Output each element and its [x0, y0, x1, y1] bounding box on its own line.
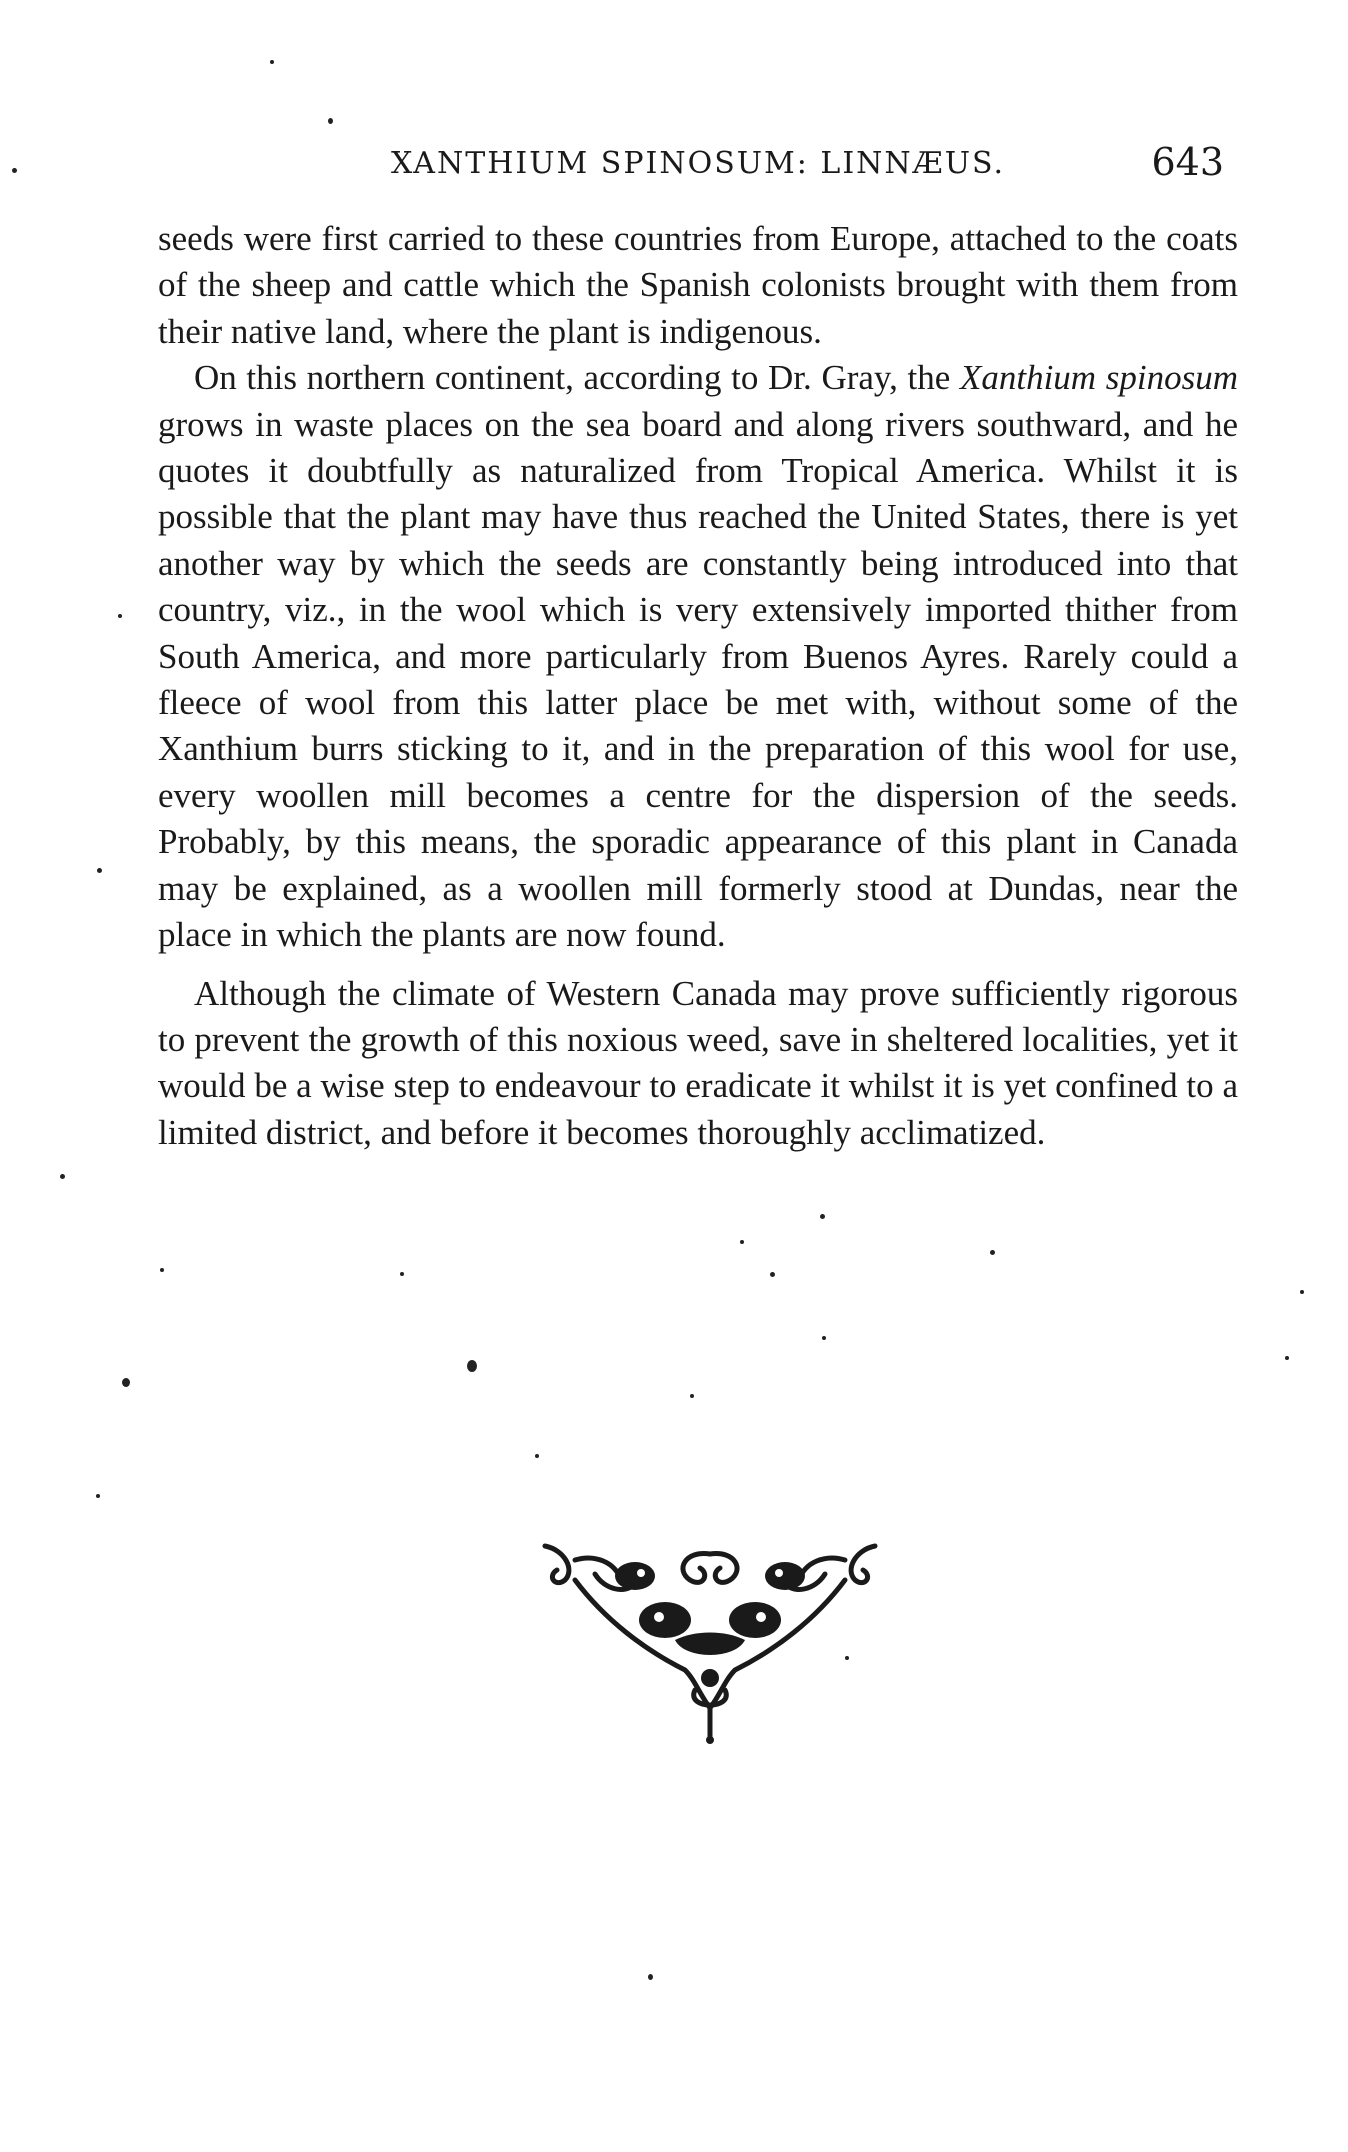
page-number: 643: [1151, 140, 1224, 184]
print-speck: [820, 1214, 825, 1219]
print-speck: [400, 1272, 404, 1276]
print-speck: [328, 118, 333, 124]
print-speck: [467, 1360, 477, 1372]
paragraph-2-rest: grows in waste places on the sea board and along rivers southward, and he quotes it doubtfully as naturalized from Tropical America. Whilst it is possible that the plant may have thus reached the United States, there is yet another way by which the seeds are constantly being introduced into that country, viz., in the wool which is very extensively imported thither from South America, and more particularly from Buenos Ayres. Rarely could a fleece of wool from this latter place be met with, without some of the Xanthium burrs sticking to it, and in the preparation of this wool for use, every woollen mill becomes a centre for the dispersion of the seeds. Probably, by this means, the sporadic appearance of this plant in Canada may be explained, as a woollen mill formerly stood at Dundas, near the place in which the plants are now found.: [158, 404, 1238, 955]
paragraph-2: [158, 355, 1238, 958]
print-speck: [122, 1378, 130, 1387]
print-speck: [270, 60, 274, 64]
print-speck: [118, 614, 122, 618]
running-head: [158, 140, 1238, 190]
running-title: XANTHIUM SPINOSUM: LINNÆUS.: [391, 146, 1005, 181]
paragraph-2-start: On this northern continent, according to Dr. Gray, the: [194, 358, 960, 398]
print-speck: [770, 1272, 775, 1277]
print-speck: [535, 1454, 539, 1458]
print-speck: [60, 1174, 65, 1179]
print-speck: [97, 868, 102, 873]
paragraph-1: seeds were first carried to these countries from Europe, attached to the coats of the sheep and cattle which the Spanish colonists brought with them from their native land, where the plant is indigenous.: [158, 219, 1238, 351]
print-speck: [822, 1336, 826, 1340]
print-speck: [12, 168, 17, 173]
print-speck: [160, 1268, 164, 1272]
paragraph-3: Although the climate of Western Canada may prove sufficiently rigorous to prevent the growth of this noxious weed, save in sheltered localities, yet it would be a wise step to endeavour to eradicate it whilst it is yet confined to a limited district, and before it becomes thoroughly acclimatized.: [158, 973, 1238, 1152]
print-speck: [96, 1494, 100, 1498]
print-speck: [740, 1240, 744, 1244]
tailpiece-ornament-icon: [535, 1540, 885, 1745]
print-speck: [648, 1974, 653, 1980]
print-speck: [990, 1250, 995, 1255]
species-name: Xanthium spinosum: [959, 358, 1238, 398]
print-speck: [1300, 1290, 1304, 1294]
print-speck: [690, 1394, 694, 1398]
body-text: [158, 216, 1238, 1156]
print-speck: [1285, 1356, 1289, 1360]
